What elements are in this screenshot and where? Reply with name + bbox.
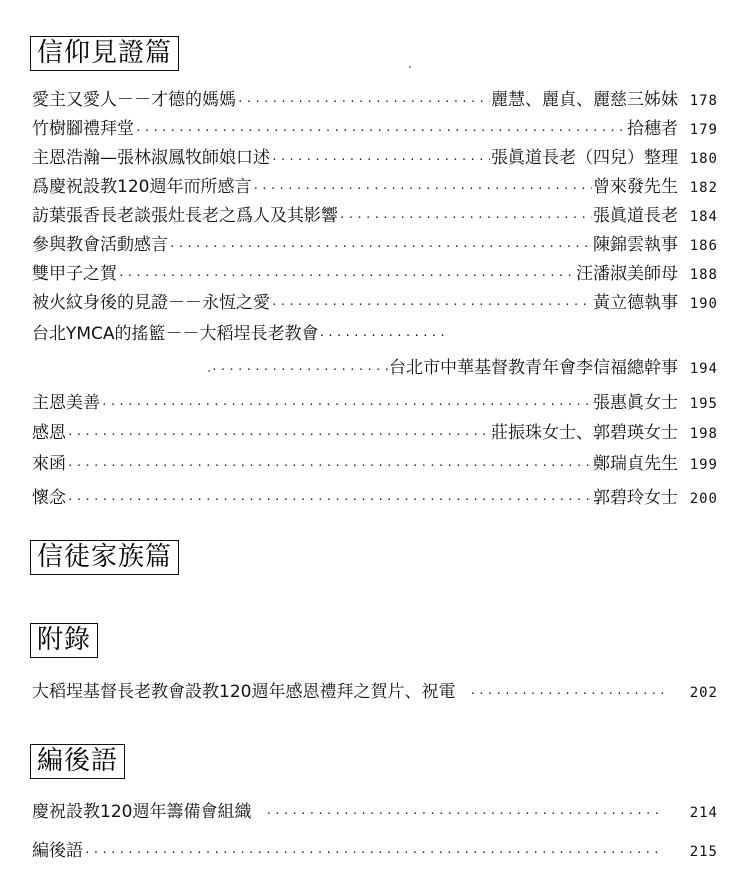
entry-author: 莊振珠女士、郭碧瑛女士 xyxy=(491,423,678,443)
toc-entry xyxy=(32,117,718,141)
entry-title: 參與教會活動感言 xyxy=(32,235,168,255)
dot-leader xyxy=(339,206,592,230)
entry-page: 190 xyxy=(689,296,718,312)
dot-leader xyxy=(271,148,490,172)
toc-entry xyxy=(32,391,718,415)
toc-entry-author-line xyxy=(210,356,718,380)
toc-entry xyxy=(32,680,718,704)
toc-entry-title-line xyxy=(32,322,718,346)
entry-title: 來函 xyxy=(32,454,66,474)
dot-leader xyxy=(265,802,664,826)
dot-leader xyxy=(169,235,592,259)
entry-page: 214 xyxy=(689,805,718,821)
entry-author: 張惠眞女士 xyxy=(593,393,678,413)
entry-author: 黃立德執事 xyxy=(593,293,678,313)
dot-leader xyxy=(67,488,592,512)
entry-author: 汪潘淑美師母 xyxy=(576,264,678,284)
entry-page: 188 xyxy=(689,267,718,283)
entry-title: 被火紋身後的見證－－永恆之愛 xyxy=(32,293,270,313)
section-title-appendix: 附錄 xyxy=(30,623,98,658)
entry-author: 張眞道長老（四兒）整理 xyxy=(491,148,678,168)
entry-author: 陳錦雲執事 xyxy=(593,235,678,255)
entry-title: 爲慶祝設教120週年而所感言 xyxy=(32,177,252,197)
entry-page: 184 xyxy=(689,209,718,225)
entry-author: 張眞道長老 xyxy=(593,206,678,226)
dot-leader xyxy=(211,358,388,382)
toc-entry xyxy=(32,262,718,286)
dot-leader xyxy=(101,393,592,417)
entry-title: 訪葉張香長老談張灶長老之爲人及其影響 xyxy=(32,206,338,226)
dot-leader xyxy=(319,324,449,348)
section-title-testimony: 信仰見證篇 xyxy=(30,36,179,71)
entry-title: 編後語 xyxy=(32,841,83,861)
entry-title: 主恩浩瀚—張林淑鳳牧師娘口述 xyxy=(32,148,270,168)
entry-title: 慶祝設教120週年籌備會組織 xyxy=(32,802,252,822)
toc-entry xyxy=(32,452,718,476)
entry-author: 曾來發先生 xyxy=(593,177,678,197)
entry-title: 愛主又愛人－－才德的媽媽 xyxy=(32,90,236,110)
scan-speck xyxy=(208,370,210,372)
dot-leader xyxy=(271,293,592,317)
entry-page: 179 xyxy=(689,122,718,138)
dot-leader xyxy=(67,423,490,447)
entry-author: 台北市中華基督教青年會李信福總幹事 xyxy=(389,358,678,378)
toc-entry xyxy=(32,291,718,315)
entry-page: 180 xyxy=(689,151,718,167)
toc-entry xyxy=(32,800,718,824)
entry-title: 竹樹腳禮拜堂 xyxy=(32,119,134,139)
dot-leader xyxy=(237,90,490,114)
entry-author: 麗慧、麗貞、麗慈三姊妹 xyxy=(491,90,678,110)
entry-page: 195 xyxy=(689,396,718,412)
entry-title: 主恩美善 xyxy=(32,393,100,413)
section-title-epilogue: 編後語 xyxy=(30,744,125,779)
entry-author: 鄭瑞貞先生 xyxy=(593,454,678,474)
toc-entry xyxy=(32,204,718,228)
dot-leader xyxy=(469,682,664,706)
entry-title: 雙甲子之賀 xyxy=(32,264,117,284)
entry-page: 186 xyxy=(689,238,718,254)
entry-page: 202 xyxy=(689,685,718,701)
entry-page: 198 xyxy=(689,426,718,442)
entry-page: 199 xyxy=(689,457,718,473)
dot-leader xyxy=(67,454,592,478)
toc-entry xyxy=(32,146,718,170)
entry-title: 感恩 xyxy=(32,423,66,443)
entry-author: 拾穗者 xyxy=(627,119,678,139)
dot-leader xyxy=(84,841,664,865)
dot-leader xyxy=(118,264,575,288)
dot-leader xyxy=(135,119,626,143)
toc-entry xyxy=(32,421,718,445)
dot-leader xyxy=(252,177,592,201)
entry-page: 178 xyxy=(689,93,718,109)
toc-entry xyxy=(32,175,718,199)
entry-page: 215 xyxy=(689,844,718,860)
entry-page: 182 xyxy=(689,180,718,196)
toc-entry xyxy=(32,233,718,257)
toc-entry xyxy=(32,839,718,863)
entry-title: 台北YMCA的搖籃－－大稻埕長老教會 xyxy=(32,324,319,344)
entry-title: 大稻埕基督長老教會設教120週年感恩禮拜之賀片、祝電 xyxy=(32,682,456,702)
scan-speck xyxy=(409,66,411,68)
entry-title: 懷念 xyxy=(32,488,66,508)
entry-page: 200 xyxy=(689,491,718,507)
toc-entry xyxy=(32,88,718,112)
toc-entry xyxy=(32,486,718,510)
entry-author: 郭碧玲女士 xyxy=(593,488,678,508)
entry-page: 194 xyxy=(689,361,718,377)
section-title-family: 信徒家族篇 xyxy=(30,540,179,575)
